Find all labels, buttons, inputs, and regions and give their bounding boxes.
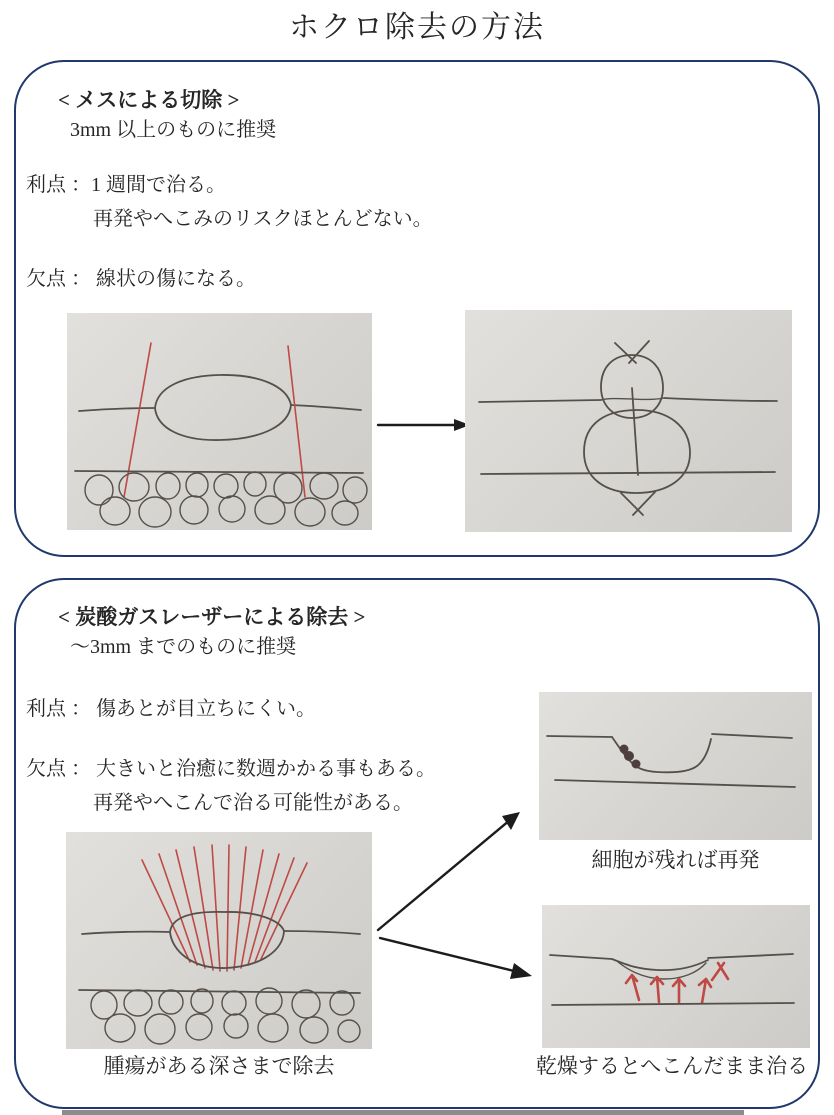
excision-incision-sketch	[67, 313, 372, 530]
caption-dry-dent: 乾燥するとへこんだまま治る	[535, 1054, 809, 1078]
laser-pros-line-1: 利点 ： 傷あとが目立ちにくい。	[26, 698, 316, 720]
scalpel-heading: < メスによる切除 >	[58, 88, 240, 112]
scalpel-subheading: 3mm 以上のものに推奨	[70, 119, 277, 141]
figure-residual-cells-photo	[539, 692, 812, 840]
scalpel-cons-line-1: 欠点 ： 線状の傷になる。	[26, 268, 256, 290]
dried-dent-sketch	[542, 905, 810, 1048]
laser-cons-line-1: 欠点 ： 大きいと治癒に数週かかる事もある。	[26, 758, 436, 780]
laser-subheading: ～3mm までのものに推奨	[70, 636, 297, 658]
bottom-page-edge	[62, 1110, 744, 1115]
down-right-arrow-icon	[376, 932, 536, 984]
laser-ablation-sketch	[66, 832, 372, 1049]
section-scalpel-excision	[14, 60, 820, 557]
laser-cons-line-2: 再発やへこんで治る可能性がある。	[93, 792, 413, 814]
up-right-arrow-icon	[374, 806, 528, 936]
figure-excision-photo	[67, 313, 372, 530]
figure-suture-photo	[465, 310, 792, 532]
page-title: ホクロ除去の方法	[289, 11, 545, 44]
laser-heading: < 炭酸ガスレーザーによる除去 >	[58, 605, 366, 629]
caption-cell-recurrence: 細胞が残れば再発	[591, 848, 760, 872]
section-laser-removal	[14, 578, 820, 1109]
figure-dried-dent-photo	[542, 905, 810, 1048]
figure-laser-photo	[66, 832, 372, 1049]
residual-cells-sketch	[539, 692, 812, 840]
right-arrow-icon	[376, 417, 476, 433]
sutured-wound-sketch	[465, 310, 792, 532]
scalpel-pros-line-1: 利点 ：1 週間で治る。	[26, 174, 226, 196]
scalpel-pros-line-2: 再発やへこみのリスクほとんどない。	[93, 208, 433, 230]
caption-laser-depth: 腫瘍がある深さまで除去	[103, 1054, 335, 1078]
